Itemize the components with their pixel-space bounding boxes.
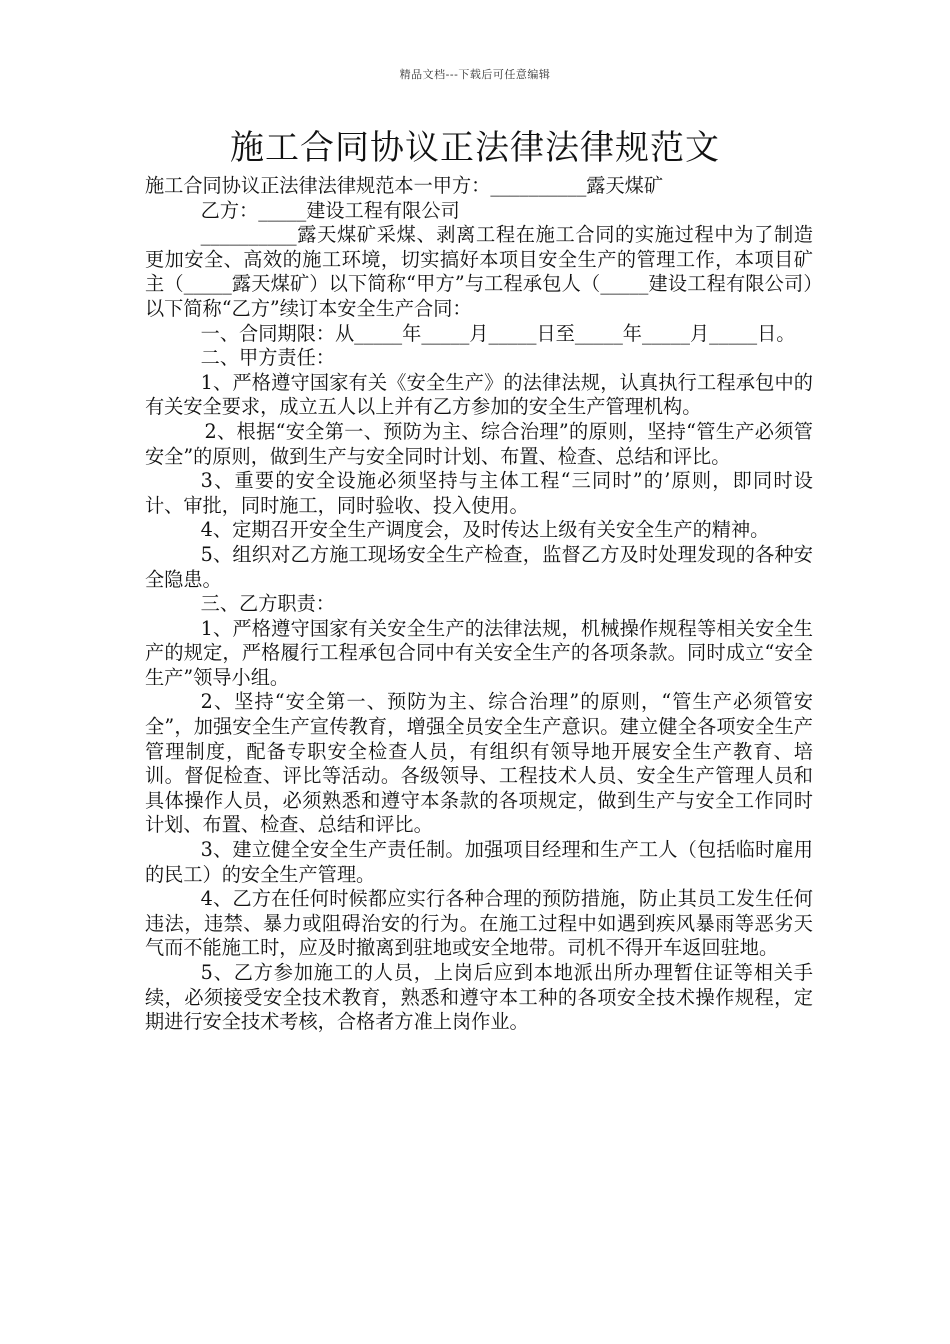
paragraph-party-b: 乙方：_____建设工程有限公司 [200, 198, 460, 222]
paragraph-term: 一、合同期限：从_____年_____月_____日至_____年_____月_____日。 [200, 321, 796, 345]
paragraph-a-1: 1、严格遵守国家有关《安全生产》的法律法规，认真执行工程承包中的有关安全要求，成立五人以上并有乙方参加的安全生产管理机构。 [145, 370, 813, 419]
paragraph-a-5: 5、组织对乙方施工现场安全生产检查，监督乙方及时处理发现的各种安全隐患。 [145, 542, 813, 591]
section-heading-party-a: 二、甲方责任： [200, 346, 335, 370]
paragraph-preamble: __________露天煤矿采煤、剥离工程在施工合同的实施过程中为了制造更加安全、高效的施工环境，切实搞好本项目安全生产的管理工作，本项目矿主（_____露天煤矿）以下简称“甲方”与工程承包人（_____建设工程有限公司）以下简称“乙方”续订本安全生产合同： [145, 223, 813, 320]
paragraph-b-4: 4、乙方在任何时候都应实行各种合理的预防措施，防止其员工发生任何违法，违禁、暴力或阻碍治安的行为。在施工过程中如遇到疾风暴雨等恶劣天气而不能施工时，应及时撤离到驻地或安全地带。司机不得开车返回驻地。 [145, 887, 813, 960]
paragraph-intro: 施工合同协议正法律法律规范本一甲方：__________露天煤矿 [145, 174, 664, 197]
paragraph-b-5: 5、乙方参加施工的人员，上岗后应到本地派出所办理暂住证等相关手续，必须接受安全技术教育，熟悉和遵守本工种的各项安全技术操作规程，定期进行安全技术考核，合格者方准上岗作业。 [145, 961, 813, 1034]
paragraph-a-2: 2、根据“安全第一、预防为主、综合治理”的原则，坚持“管生产必须管安全”的原则，做到生产与安全同时计划、布置、检查、总结和评比。 [145, 419, 813, 468]
paragraph-a-4: 4、定期召开安全生产调度会，及时传达上级有关安全生产的精神。 [200, 518, 770, 542]
document-title: 施工合同协议正法律法律规范文 [230, 128, 720, 168]
paragraph-b-2: 2、坚持“安全第一、预防为主、综合治理”的原则，“管生产必须管安全”，加强安全生产宣传教育，增强全员安全生产意识。建立健全各项安全生产管理制度，配备专职安全检查人员，有组织有领导地开展安全生产教育、培训。督促检查、评比等活动。各级领导、工程技术人员、安全生产管理人员和具体操作人员，必须熟悉和遵守本条款的各项规定，做到生产与安全工作同时计划、布置、检查、总结和评比。 [145, 690, 813, 837]
document-body [145, 174, 813, 1035]
paragraph-b-3: 3、建立健全安全生产责任制。加强项目经理和生产工人（包括临时雇用的民工）的安全生产管理。 [145, 838, 813, 886]
page-header: 精品文档---下载后可任意编辑 [399, 68, 551, 81]
paragraph-a-3: 3、重要的安全设施必须坚持与主体工程“三同时”的’原则，即同时设计、审批，同时施工，同时验收、投入使用。 [145, 469, 813, 517]
section-heading-party-b: 三、乙方职责： [200, 592, 335, 616]
paragraph-b-1: 1、严格遵守国家有关安全生产的法律法规，机械操作规程等相关安全生产的规定，严格履行工程承包合同中有关安全生产的各项条款。同时成立“安全生产”领导小组。 [145, 616, 813, 689]
